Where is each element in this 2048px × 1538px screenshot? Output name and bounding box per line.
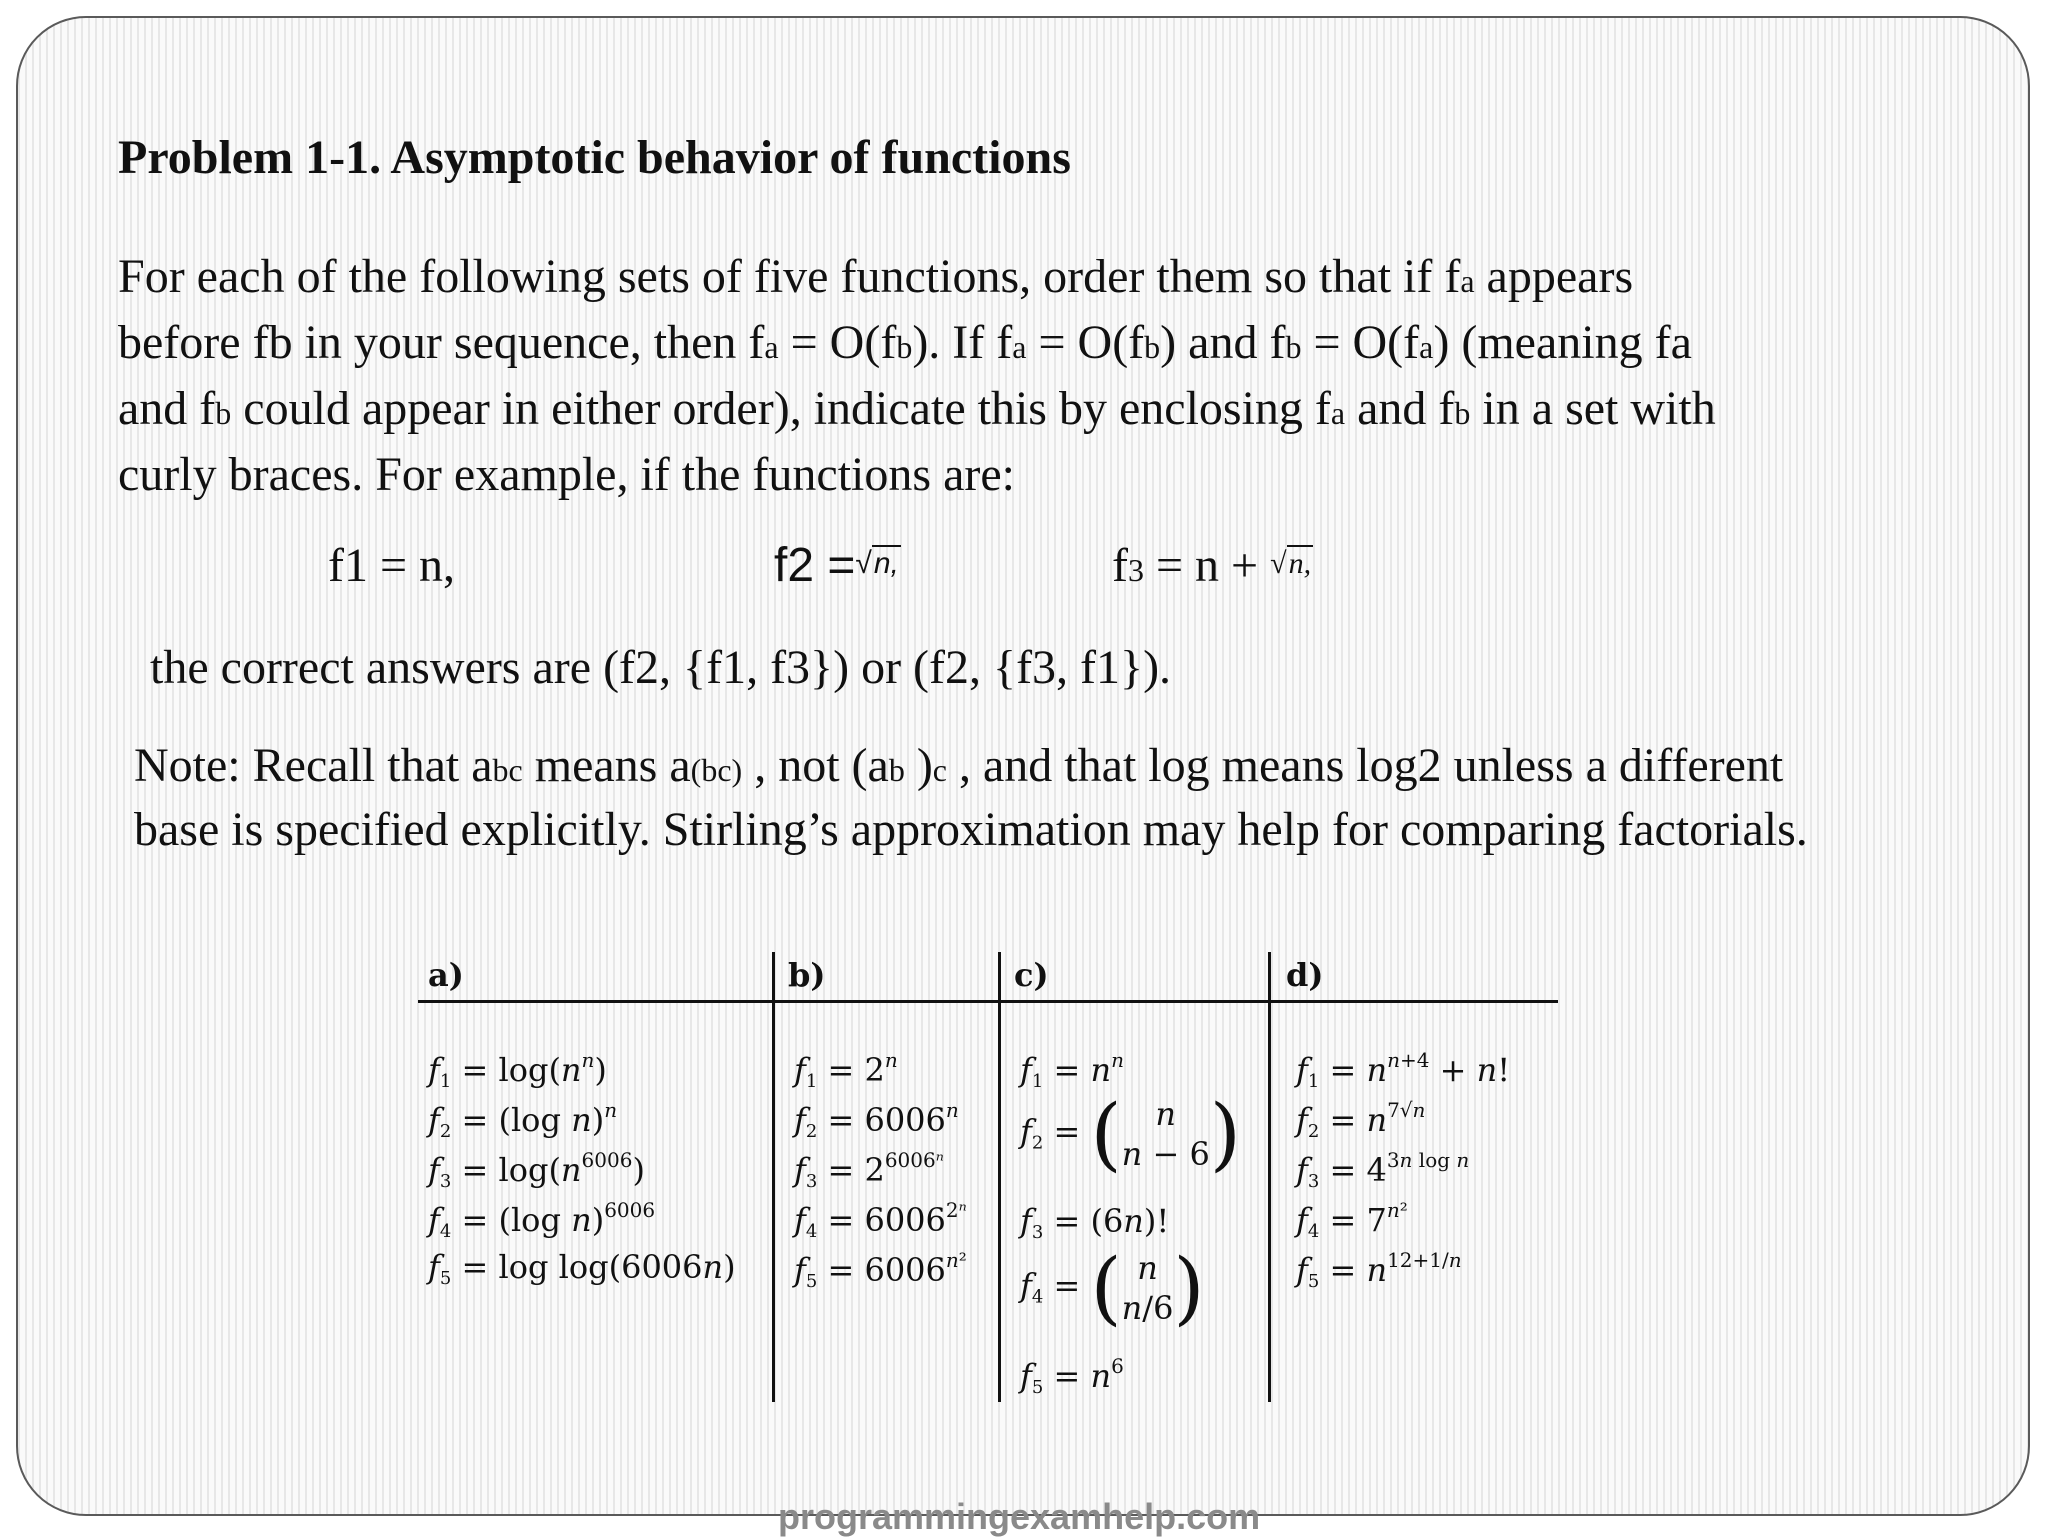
sqrt-icon: √n, xyxy=(1270,547,1312,580)
example-f2 xyxy=(774,538,901,593)
formula-d-f1: $f_1 = n^{n+4} + n$! xyxy=(1296,1048,1511,1092)
formula-d-f4: $f_4 = 7^{n^2}$ xyxy=(1296,1198,1408,1242)
column-divider xyxy=(998,952,1001,1402)
formula-a-f1: $f_1 = \log(n^n)$ xyxy=(428,1048,607,1092)
note-line-1: Note: Recall that abc means a(bc) , not (ab )c , and that log means log2 unless a different xyxy=(134,739,1784,792)
note xyxy=(134,736,1808,860)
formula-b-f4: $f_4 = 6006^{2^n}$ xyxy=(794,1198,967,1242)
column-header-a: a) xyxy=(428,956,464,994)
description-line-2: before fb in your sequence, then fa = O(fb). If fa = O(fb) and fb = O(fa) (meaning fa xyxy=(118,316,1692,369)
example-f1: f1 = n, xyxy=(328,539,456,592)
example-answer: the correct answers are (f2, {f1, f3}) or (f2, {f3, f1}). xyxy=(150,641,1172,694)
formula-a-f5: $f_5 = \log \log(6006n)$ xyxy=(428,1248,736,1289)
example-f2-label: f2 = xyxy=(774,539,856,592)
functions-table xyxy=(398,948,1578,1408)
formula-b-f1: $f_1 = 2^n$ xyxy=(794,1048,898,1092)
footer-watermark: programmingexamhelp.com xyxy=(778,1496,1261,1537)
binomial: ( n n − 6) xyxy=(1090,1087,1242,1180)
formula-c-f5: $f_5 = n^6$ xyxy=(1020,1354,1124,1398)
formula-c-f3: $f_3 = (6n)$! xyxy=(1020,1202,1170,1243)
formula-b-f3: $f_3 = 2^{6006^n}$ xyxy=(794,1148,944,1192)
column-divider xyxy=(772,952,775,1402)
description-line-3: and fb could appear in either order), indicate this by enclosing fa and fb in a set with xyxy=(118,382,1716,435)
formula-c-f1: $f_1 = n^n$ xyxy=(1020,1048,1124,1092)
problem-title: Problem 1-1. Asymptotic behavior of functions xyxy=(118,131,1071,184)
formula-c-f4: $f_4$ = ( n n/6) xyxy=(1020,1241,1205,1334)
example-f3: f3 = n + √n, xyxy=(1112,539,1312,592)
table-header-rule xyxy=(418,1000,1558,1003)
formula-d-f5: $f_5 = n^{12+1/n}$ xyxy=(1296,1248,1462,1292)
formula-b-f5: $f_5 = 6006^{n^2}$ xyxy=(794,1248,967,1292)
formula-c-f2: $f_2$ = ( n n − 6) xyxy=(1020,1087,1242,1180)
column-header-c: c) xyxy=(1014,956,1049,994)
column-header-d: d) xyxy=(1286,956,1324,994)
description-line-1: For each of the following sets of five functions, order them so that if fa appears xyxy=(118,250,1634,303)
column-divider xyxy=(1268,952,1271,1402)
formula-d-f3: $f_3 = 4^{3n log n}$ xyxy=(1296,1148,1470,1192)
formula-d-f2: $f_2 = n^{7√n}$ xyxy=(1296,1098,1426,1142)
binomial: ( n n/6) xyxy=(1090,1241,1205,1334)
description-line-4: curly braces. For example, if the functions are: xyxy=(118,448,1015,501)
formula-a-f2: $f_2 = (\log$ n)$^n$ xyxy=(428,1098,618,1142)
formula-a-f3: $f_3 = \log(n^{6006})$ xyxy=(428,1148,645,1192)
formula-a-f4: $f_4 = (\log$ n)$^{6006}$ xyxy=(428,1198,656,1242)
formula-b-f2: $f_2 = 6006^n$ xyxy=(794,1098,959,1142)
problem-description xyxy=(118,246,1716,506)
note-line-2: base is specified explicitly. Stirling’s approximation may help for comparing factorials. xyxy=(134,803,1808,856)
slide xyxy=(16,16,2030,1537)
sqrt-icon: √n, xyxy=(855,547,899,580)
column-header-b: b) xyxy=(788,956,826,994)
